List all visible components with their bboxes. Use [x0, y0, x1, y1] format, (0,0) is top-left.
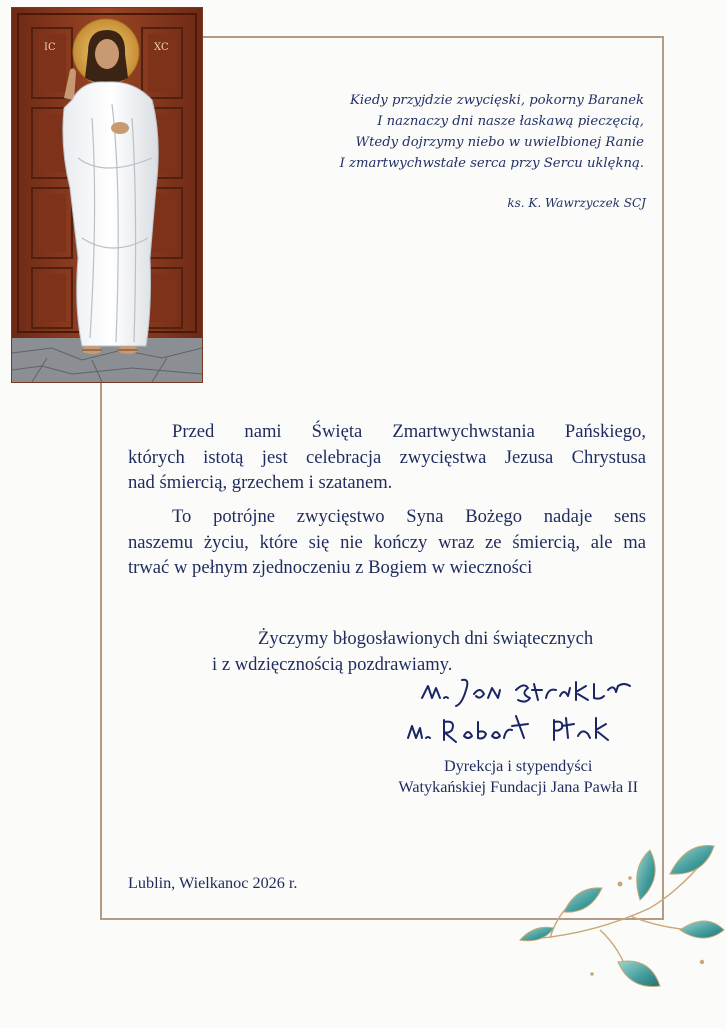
- poem-line-2: I naznaczy dni nasze łaskawą pieczęcią,: [377, 114, 644, 129]
- christ-icon: [12, 8, 202, 382]
- paragraph-2-line-3: trwać w pełnym zjednoczeniu z Bogiem w wieczności: [128, 557, 533, 578]
- poem: [224, 90, 644, 174]
- letter-paragraph-1: [128, 419, 646, 496]
- paragraph-1-line-2: których istotą jest celebracja zwycięstwa Jezusa Chrystusa: [128, 446, 646, 468]
- poem-line-4: I zmartwychwstałe serca przy Sercu uklękną.: [339, 156, 644, 171]
- greeting: [160, 626, 640, 677]
- poem-line-3: Wtedy dojrzymy niebo w uwielbionej Ranie: [355, 135, 644, 150]
- monogram-right: XC: [154, 42, 169, 53]
- place-and-date: Lublin, Wielkanoc 2026 r.: [128, 874, 298, 892]
- letter-paragraph-2: [128, 504, 646, 581]
- signatory-line-2: Watykańskiej Fundacji Jana Pawła II: [398, 778, 638, 796]
- paragraph-1-line-1: Przed nami Święta Zmartwychwstania Pańskiego,: [172, 421, 646, 442]
- greeting-line-1: Życzymy błogosławionych dni świątecznych: [258, 628, 594, 649]
- paragraph-2-line-2: naszemu życiu, które się nie kończy wraz ze śmiercią, ale ma: [128, 531, 646, 553]
- poem-line-1: Kiedy przyjdzie zwycięski, pokorny Baranek: [349, 93, 644, 108]
- paragraph-1-line-3: nad śmiercią, grzechem i szatanem.: [128, 472, 393, 493]
- signatory: [398, 756, 638, 798]
- leaf-branch-decoration: [480, 838, 726, 1024]
- paragraph-2-line-1: To potrójne zwycięstwo Syna Bożego nadaje sens: [172, 506, 646, 527]
- leaf-branch-icon: [480, 838, 726, 1024]
- handwritten-signatures: [400, 676, 640, 756]
- poem-author: ks. K. Wawrzyczek SCJ: [507, 196, 646, 210]
- signature-image: [400, 676, 640, 756]
- monogram-left: IC: [44, 42, 56, 53]
- greeting-line-2: i z wdzięcznością pozdrawiamy.: [212, 653, 453, 675]
- signatory-line-1: Dyrekcja i stypendyści: [444, 757, 593, 775]
- christ-icon-image: [12, 8, 202, 382]
